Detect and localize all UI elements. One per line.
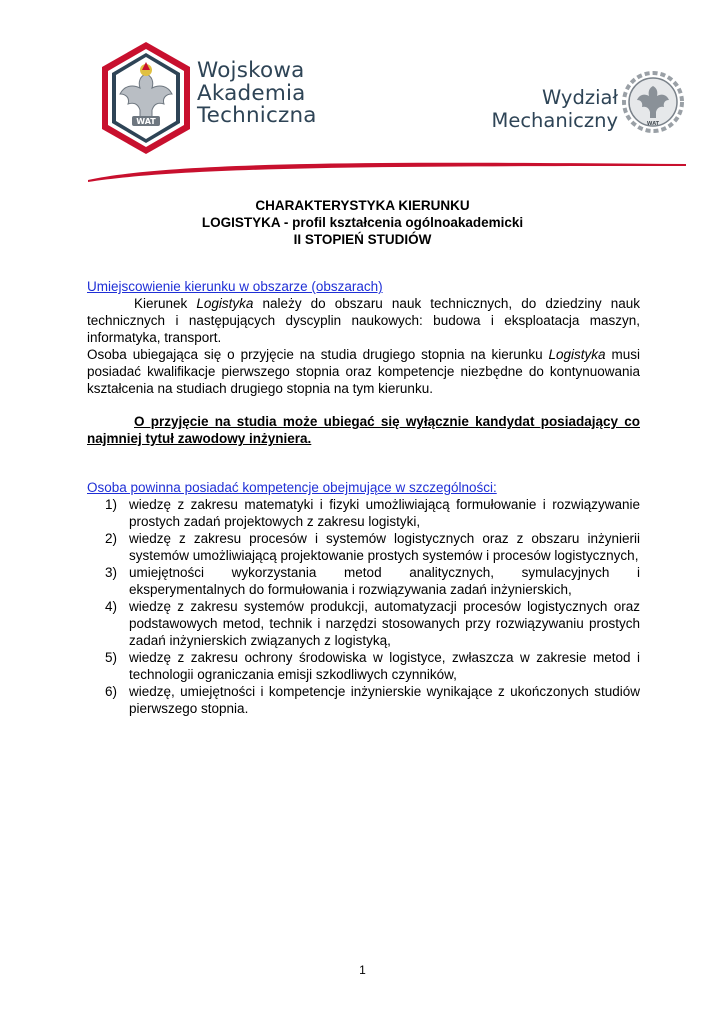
list-item-text: wiedzę z zakresu ochrony środowiska w logistyce, zwłaszcza w zakresie metod i technologii ograniczania emisji szkodliwych czynników, — [129, 650, 640, 682]
university-name — [197, 60, 317, 128]
list-item-text: wiedzę, umiejętności i kompetencje inżynierskie wynikające z ukończonych studiów pierwszego stopnia. — [129, 684, 640, 716]
text-span: należy do obszaru nauk technicznych, do dziedziny nauk technicznych i następujących dyscyplin naukowych: budowa i eksploatacja maszyn, informatyka, transport. — [87, 296, 640, 345]
department-gear-emblem-logo — [622, 70, 684, 134]
list-item-text: wiedzę z zakresu systemów produkcji, automatyzacji procesów logistycznych oraz podstawowych metod, technik i narzędzi stosowanych przy rozwiązywaniu prostych zadań inżynierskich związanych z logistyką, — [129, 599, 640, 648]
list-item — [87, 496, 640, 530]
paragraph-admission — [87, 346, 640, 397]
list-item — [87, 683, 640, 717]
list-item-number: 6) — [105, 684, 118, 699]
document-title — [0, 197, 725, 248]
wat-eagle-emblem-logo — [98, 40, 194, 156]
paragraph-field-placement — [87, 295, 640, 346]
list-item-number: 3) — [105, 565, 118, 580]
page-number: 1 — [359, 963, 366, 977]
department-name-line: Mechaniczny — [491, 109, 618, 132]
text-span: Kierunek — [134, 296, 197, 311]
department-name-line: Wydział — [541, 86, 618, 109]
title-line-1: CHARAKTERYSTYKA KIERUNKU — [255, 198, 470, 213]
competences-section — [87, 479, 640, 717]
list-item — [87, 530, 640, 564]
section-heading-competences: Osoba powinna posiadać kompetencje obejmujące w szczególności: — [87, 480, 497, 495]
list-item-number: 1) — [105, 497, 118, 512]
list-item-text: wiedzę z zakresu matematyki i fizyki umożliwiającą formułowanie i rozwiązywanie prostych zadań projektowych z zakresu logistyki, — [129, 497, 640, 529]
list-item — [87, 649, 640, 683]
list-item-number: 2) — [105, 531, 118, 546]
list-item-number: 4) — [105, 599, 118, 614]
list-item-text: wiedzę z zakresu procesów i systemów logistycznych oraz z obszaru inżynierii systemów umożliwiającą projektowanie prostych systemów i procesów logistycznych, — [129, 531, 640, 563]
university-name-line: Wojskowa — [197, 58, 305, 83]
document-body — [87, 278, 640, 717]
list-item-number: 5) — [105, 650, 118, 665]
title-line-3: II STOPIEŃ STUDIÓW — [293, 232, 432, 247]
header-divider-swoosh — [0, 140, 725, 190]
list-item-text: umiejętności wykorzystania metod analitycznych, symulacyjnych i eksperymentalnych do formułowania i rozwiązywania zadań inżynierskich, — [129, 565, 640, 597]
department-name — [492, 86, 618, 132]
section-heading-field-placement: Umiejscowienie kierunku w obszarze (obszarach) — [87, 279, 383, 294]
university-name-line: Techniczna — [197, 103, 317, 128]
italic-term: Logistyka — [548, 347, 606, 362]
title-line-2: LOGISTYKA - profil kształcenia ogólnoakademicki — [201, 215, 524, 230]
right-logo-text: WAT — [646, 121, 660, 127]
list-item — [87, 564, 640, 598]
university-name-line: Akademia — [197, 80, 306, 106]
left-logo-text: WAT — [136, 117, 156, 126]
page-header — [0, 0, 725, 190]
text-span: Osoba ubiegająca się o przyjęcie na studia drugiego stopnia na kierunku — [87, 347, 549, 362]
italic-term: Logistyka — [196, 296, 254, 311]
admission-notice: O przyjęcie na studia może ubiegać się wyłącznie kandydat posiadający co najmniej tytuł zawodowy inżyniera. — [87, 414, 640, 446]
list-item — [87, 598, 640, 649]
competences-list — [87, 496, 640, 717]
text-span: musi posiadać kwalifikacje pierwszego stopnia oraz kompetencje niezbędne do kontynuowania kształcenia na studiach drugiego stopnia na tym kierunku. — [87, 347, 640, 396]
